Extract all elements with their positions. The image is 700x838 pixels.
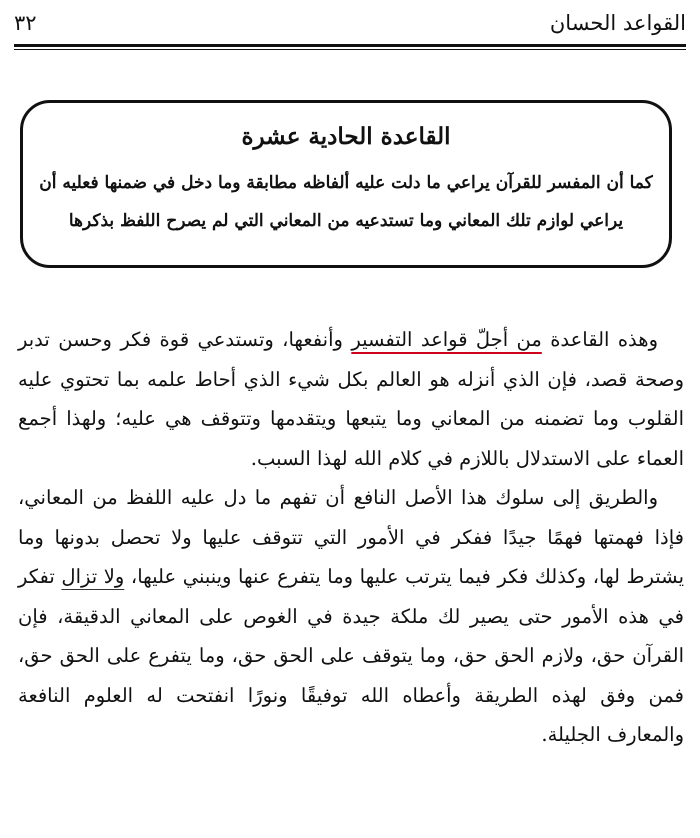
- highlighted-phrase: من أجلّ قواعد التفسير: [351, 328, 542, 351]
- header-divider: [14, 44, 686, 47]
- p1-start: وهذه القاعدة: [541, 328, 658, 351]
- p2-rest: تفكر في هذه الأمور حتى يصير لك ملكة جيدة في الغوص على المعاني الدقيقة، فإن القرآن حق، ولازم الحق حق، وما يتوقف على الحق حق، وما يتفرع على الحق حق، فمن وفق لهذه الطريقة وأعطاه الله توفيقًا ونورًا انفتحت له العلوم النافعة والمعارف الجليلة.: [18, 565, 684, 746]
- p1-rest: وأنفعها، وتستدعي قوة فكر وحسن تدبر وصحة قصد، فإن الذي أنزله هو العالم بكل شيء الذي أحاط علمه بما تحتوي عليه القلوب وما تضمنه من المعاني وما يتبعها ويتقدمها وتتوقف هي عليه؛ ولهذا أجمع العماء على الاستدلال باللازم في كلام الله لهذا السبب.: [18, 328, 684, 470]
- header-divider-thin: [14, 49, 686, 50]
- rule-title: القاعدة الحادية عشرة: [241, 123, 451, 150]
- book-title: القواعد الحسان: [549, 11, 686, 35]
- page-header: [14, 6, 686, 40]
- body-text: [18, 320, 684, 755]
- paragraph-2: [18, 478, 684, 755]
- paragraph-1: [18, 320, 684, 478]
- p2-start: والطريق إلى سلوك هذا الأصل النافع أن تفهم ما دل عليه اللفظ من المعاني، فإذا فهمتها فهمًا جيدًا ففكر في الأمور التي تتوقف عليها ولا تحصل بدونها وما يشترط لها، وكذلك فكر فيما يترتب عليها وما يتفرع عنها وينبني عليها،: [18, 486, 684, 588]
- rule-text-line-2: يراعي لوازم تلك المعاني وما تستدعيه من المعاني التي لم يصرح اللفظ بذكرها: [68, 211, 624, 231]
- page-number: ٣٢: [14, 11, 37, 35]
- underlined-phrase: ولا تزال: [61, 565, 125, 588]
- rule-text-line-1: كما أن المفسر للقرآن يراعي ما دلت عليه ألفاظه مطابقة وما دخل في ضمنها فعليه أن: [39, 173, 653, 193]
- rule-box: [20, 100, 672, 268]
